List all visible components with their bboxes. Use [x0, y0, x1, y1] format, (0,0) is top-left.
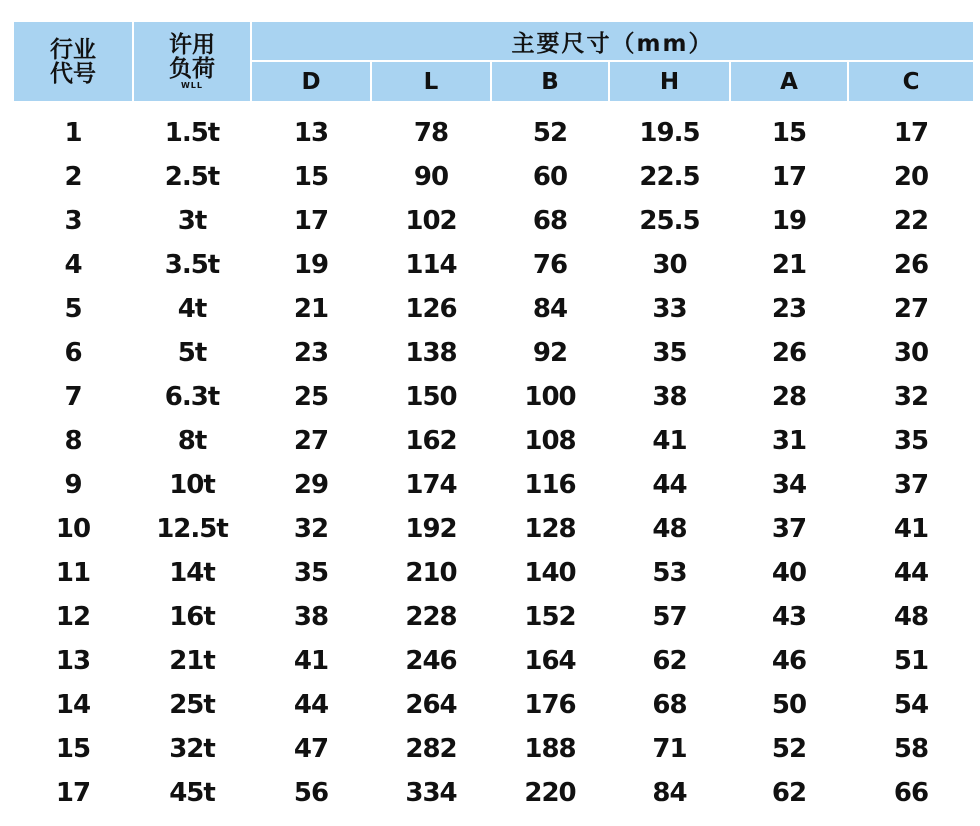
cell-c: 30: [893, 338, 929, 368]
cell-l: 210: [405, 558, 457, 588]
cell-c: 22: [893, 206, 929, 236]
cell-h: 22.5: [639, 162, 700, 192]
cell-load: 10t: [169, 470, 215, 500]
cell-code: 1: [64, 118, 82, 148]
cell-h: 84: [652, 778, 687, 808]
cell-b: 164: [524, 646, 576, 676]
cell-b: 52: [532, 118, 568, 148]
cell-h: 62: [652, 646, 687, 676]
cell-c: 51: [893, 646, 929, 676]
cell-c: 26: [893, 250, 929, 280]
table-row: [13, 771, 974, 815]
table-row: [13, 727, 974, 771]
cell-d: 56: [293, 778, 329, 808]
cell-d: 38: [293, 602, 329, 632]
cell-load: 25t: [169, 690, 215, 720]
cell-d: 27: [293, 426, 329, 456]
cell-a: 26: [771, 338, 807, 368]
cell-code: 5: [64, 294, 82, 324]
cell-load: 32t: [169, 734, 215, 764]
cell-l: 90: [413, 162, 449, 192]
table-row: [13, 551, 974, 595]
cell-l: 228: [405, 602, 457, 632]
cell-load: 4t: [177, 294, 207, 324]
cell-c: 17: [893, 118, 929, 148]
table-row: [13, 639, 974, 683]
cell-h: 48: [652, 514, 687, 544]
cell-code: 6: [64, 338, 82, 368]
cell-d: 41: [293, 646, 329, 676]
cell-load: 45t: [169, 778, 215, 808]
cell-b: 60: [532, 162, 568, 192]
cell-load: 6.3t: [164, 382, 220, 412]
cell-d: 35: [293, 558, 329, 588]
cell-code: 13: [55, 646, 91, 676]
cell-b: 188: [524, 734, 576, 764]
cell-code: 4: [64, 250, 82, 280]
cell-d: 29: [293, 470, 329, 500]
cell-b: 92: [532, 338, 568, 368]
cell-b: 108: [524, 426, 576, 456]
cell-c: 20: [893, 162, 929, 192]
cell-d: 21: [293, 294, 329, 324]
table-row: [13, 507, 974, 551]
header-dim-d: D: [251, 61, 371, 102]
cell-b: 116: [524, 470, 576, 500]
cell-b: 128: [524, 514, 576, 544]
cell-a: 37: [771, 514, 807, 544]
cell-load: 1.5t: [164, 118, 220, 148]
cell-c: 58: [893, 734, 929, 764]
cell-h: 44: [652, 470, 687, 500]
cell-a: 23: [771, 294, 807, 324]
cell-a: 52: [771, 734, 807, 764]
cell-c: 48: [893, 602, 929, 632]
header-dim-c: C: [848, 61, 974, 102]
cell-code: 15: [55, 734, 91, 764]
table-row: [13, 419, 974, 463]
cell-d: 17: [293, 206, 329, 236]
cell-b: 176: [524, 690, 576, 720]
header-load-sub: WLL: [180, 81, 204, 90]
cell-load: 5t: [177, 338, 207, 368]
cell-l: 282: [405, 734, 457, 764]
cell-a: 17: [771, 162, 807, 192]
header-dim-l: L: [371, 61, 491, 102]
cell-l: 192: [405, 514, 457, 544]
table-row: [13, 199, 974, 243]
header-dim-a: A: [730, 61, 848, 102]
cell-l: 150: [405, 382, 457, 412]
cell-d: 25: [293, 382, 329, 412]
cell-l: 334: [405, 778, 457, 808]
cell-b: 100: [524, 382, 576, 412]
cell-load: 16t: [169, 602, 215, 632]
cell-a: 21: [771, 250, 807, 280]
cell-h: 33: [652, 294, 687, 324]
cell-d: 23: [293, 338, 329, 368]
shackle-dimension-table: [12, 20, 975, 815]
table-row: [13, 463, 974, 507]
cell-c: 44: [893, 558, 929, 588]
table-body: [13, 102, 974, 815]
header-working-load: [133, 21, 251, 102]
cell-load: 3t: [177, 206, 207, 236]
cell-c: 35: [893, 426, 929, 456]
cell-a: 28: [771, 382, 807, 412]
cell-l: 264: [405, 690, 457, 720]
cell-code: 2: [64, 162, 82, 192]
cell-l: 114: [405, 250, 457, 280]
header-load-line2: 负荷: [169, 56, 215, 82]
cell-load: 21t: [169, 646, 215, 676]
cell-c: 41: [893, 514, 929, 544]
cell-a: 15: [771, 118, 807, 148]
cell-c: 32: [893, 382, 929, 412]
cell-load: 12.5t: [156, 514, 228, 544]
cell-d: 32: [293, 514, 329, 544]
table-row: [13, 155, 974, 199]
cell-l: 126: [405, 294, 457, 324]
cell-a: 31: [771, 426, 807, 456]
cell-a: 19: [771, 206, 807, 236]
cell-code: 9: [64, 470, 82, 500]
cell-code: 10: [55, 514, 91, 544]
table-row: [13, 243, 974, 287]
table-row: [13, 102, 974, 155]
cell-b: 76: [532, 250, 568, 280]
cell-b: 84: [532, 294, 568, 324]
cell-h: 57: [652, 602, 687, 632]
cell-h: 25.5: [639, 206, 700, 236]
cell-l: 246: [405, 646, 457, 676]
cell-load: 3.5t: [164, 250, 220, 280]
cell-a: 40: [771, 558, 807, 588]
cell-b: 220: [524, 778, 576, 808]
cell-d: 13: [293, 118, 329, 148]
cell-d: 47: [293, 734, 329, 764]
header-main-dimensions: 主要尺寸（mm）: [251, 21, 974, 61]
cell-code: 12: [55, 602, 91, 632]
cell-l: 162: [405, 426, 457, 456]
cell-h: 53: [652, 558, 687, 588]
cell-h: 30: [652, 250, 687, 280]
cell-b: 140: [524, 558, 576, 588]
table-header: [13, 21, 974, 102]
header-code-line2: 代号: [50, 60, 96, 87]
cell-load: 14t: [169, 558, 215, 588]
cell-load: 2.5t: [164, 162, 220, 192]
header-industry-code: [13, 21, 133, 102]
cell-code: 3: [64, 206, 82, 236]
cell-a: 62: [771, 778, 807, 808]
cell-code: 17: [55, 778, 91, 808]
header-load-line1: 许用: [169, 32, 215, 58]
cell-l: 102: [405, 206, 457, 236]
cell-l: 78: [413, 118, 449, 148]
header-dim-h: H: [609, 61, 730, 102]
table-row: [13, 331, 974, 375]
cell-d: 19: [293, 250, 329, 280]
cell-d: 15: [293, 162, 329, 192]
cell-h: 71: [652, 734, 687, 764]
cell-h: 68: [652, 690, 687, 720]
cell-a: 43: [771, 602, 807, 632]
cell-code: 14: [55, 690, 91, 720]
cell-b: 68: [532, 206, 568, 236]
cell-c: 54: [893, 690, 929, 720]
cell-code: 7: [64, 382, 82, 412]
cell-h: 19.5: [639, 118, 700, 148]
cell-code: 11: [55, 558, 91, 588]
header-dim-b: B: [491, 61, 609, 102]
table-row: [13, 595, 974, 639]
table-row: [13, 683, 974, 727]
cell-b: 152: [524, 602, 576, 632]
cell-c: 66: [893, 778, 929, 808]
cell-load: 8t: [177, 426, 207, 456]
cell-h: 38: [652, 382, 687, 412]
cell-c: 27: [893, 294, 929, 324]
cell-a: 34: [771, 470, 807, 500]
cell-l: 138: [405, 338, 457, 368]
cell-h: 35: [652, 338, 687, 368]
cell-a: 50: [771, 690, 807, 720]
cell-a: 46: [771, 646, 807, 676]
cell-h: 41: [652, 426, 687, 456]
table-row: [13, 375, 974, 419]
header-code-line1: 行业: [50, 36, 96, 63]
cell-l: 174: [405, 470, 457, 500]
cell-c: 37: [893, 470, 929, 500]
cell-d: 44: [293, 690, 329, 720]
table-row: [13, 287, 974, 331]
cell-code: 8: [64, 426, 82, 456]
